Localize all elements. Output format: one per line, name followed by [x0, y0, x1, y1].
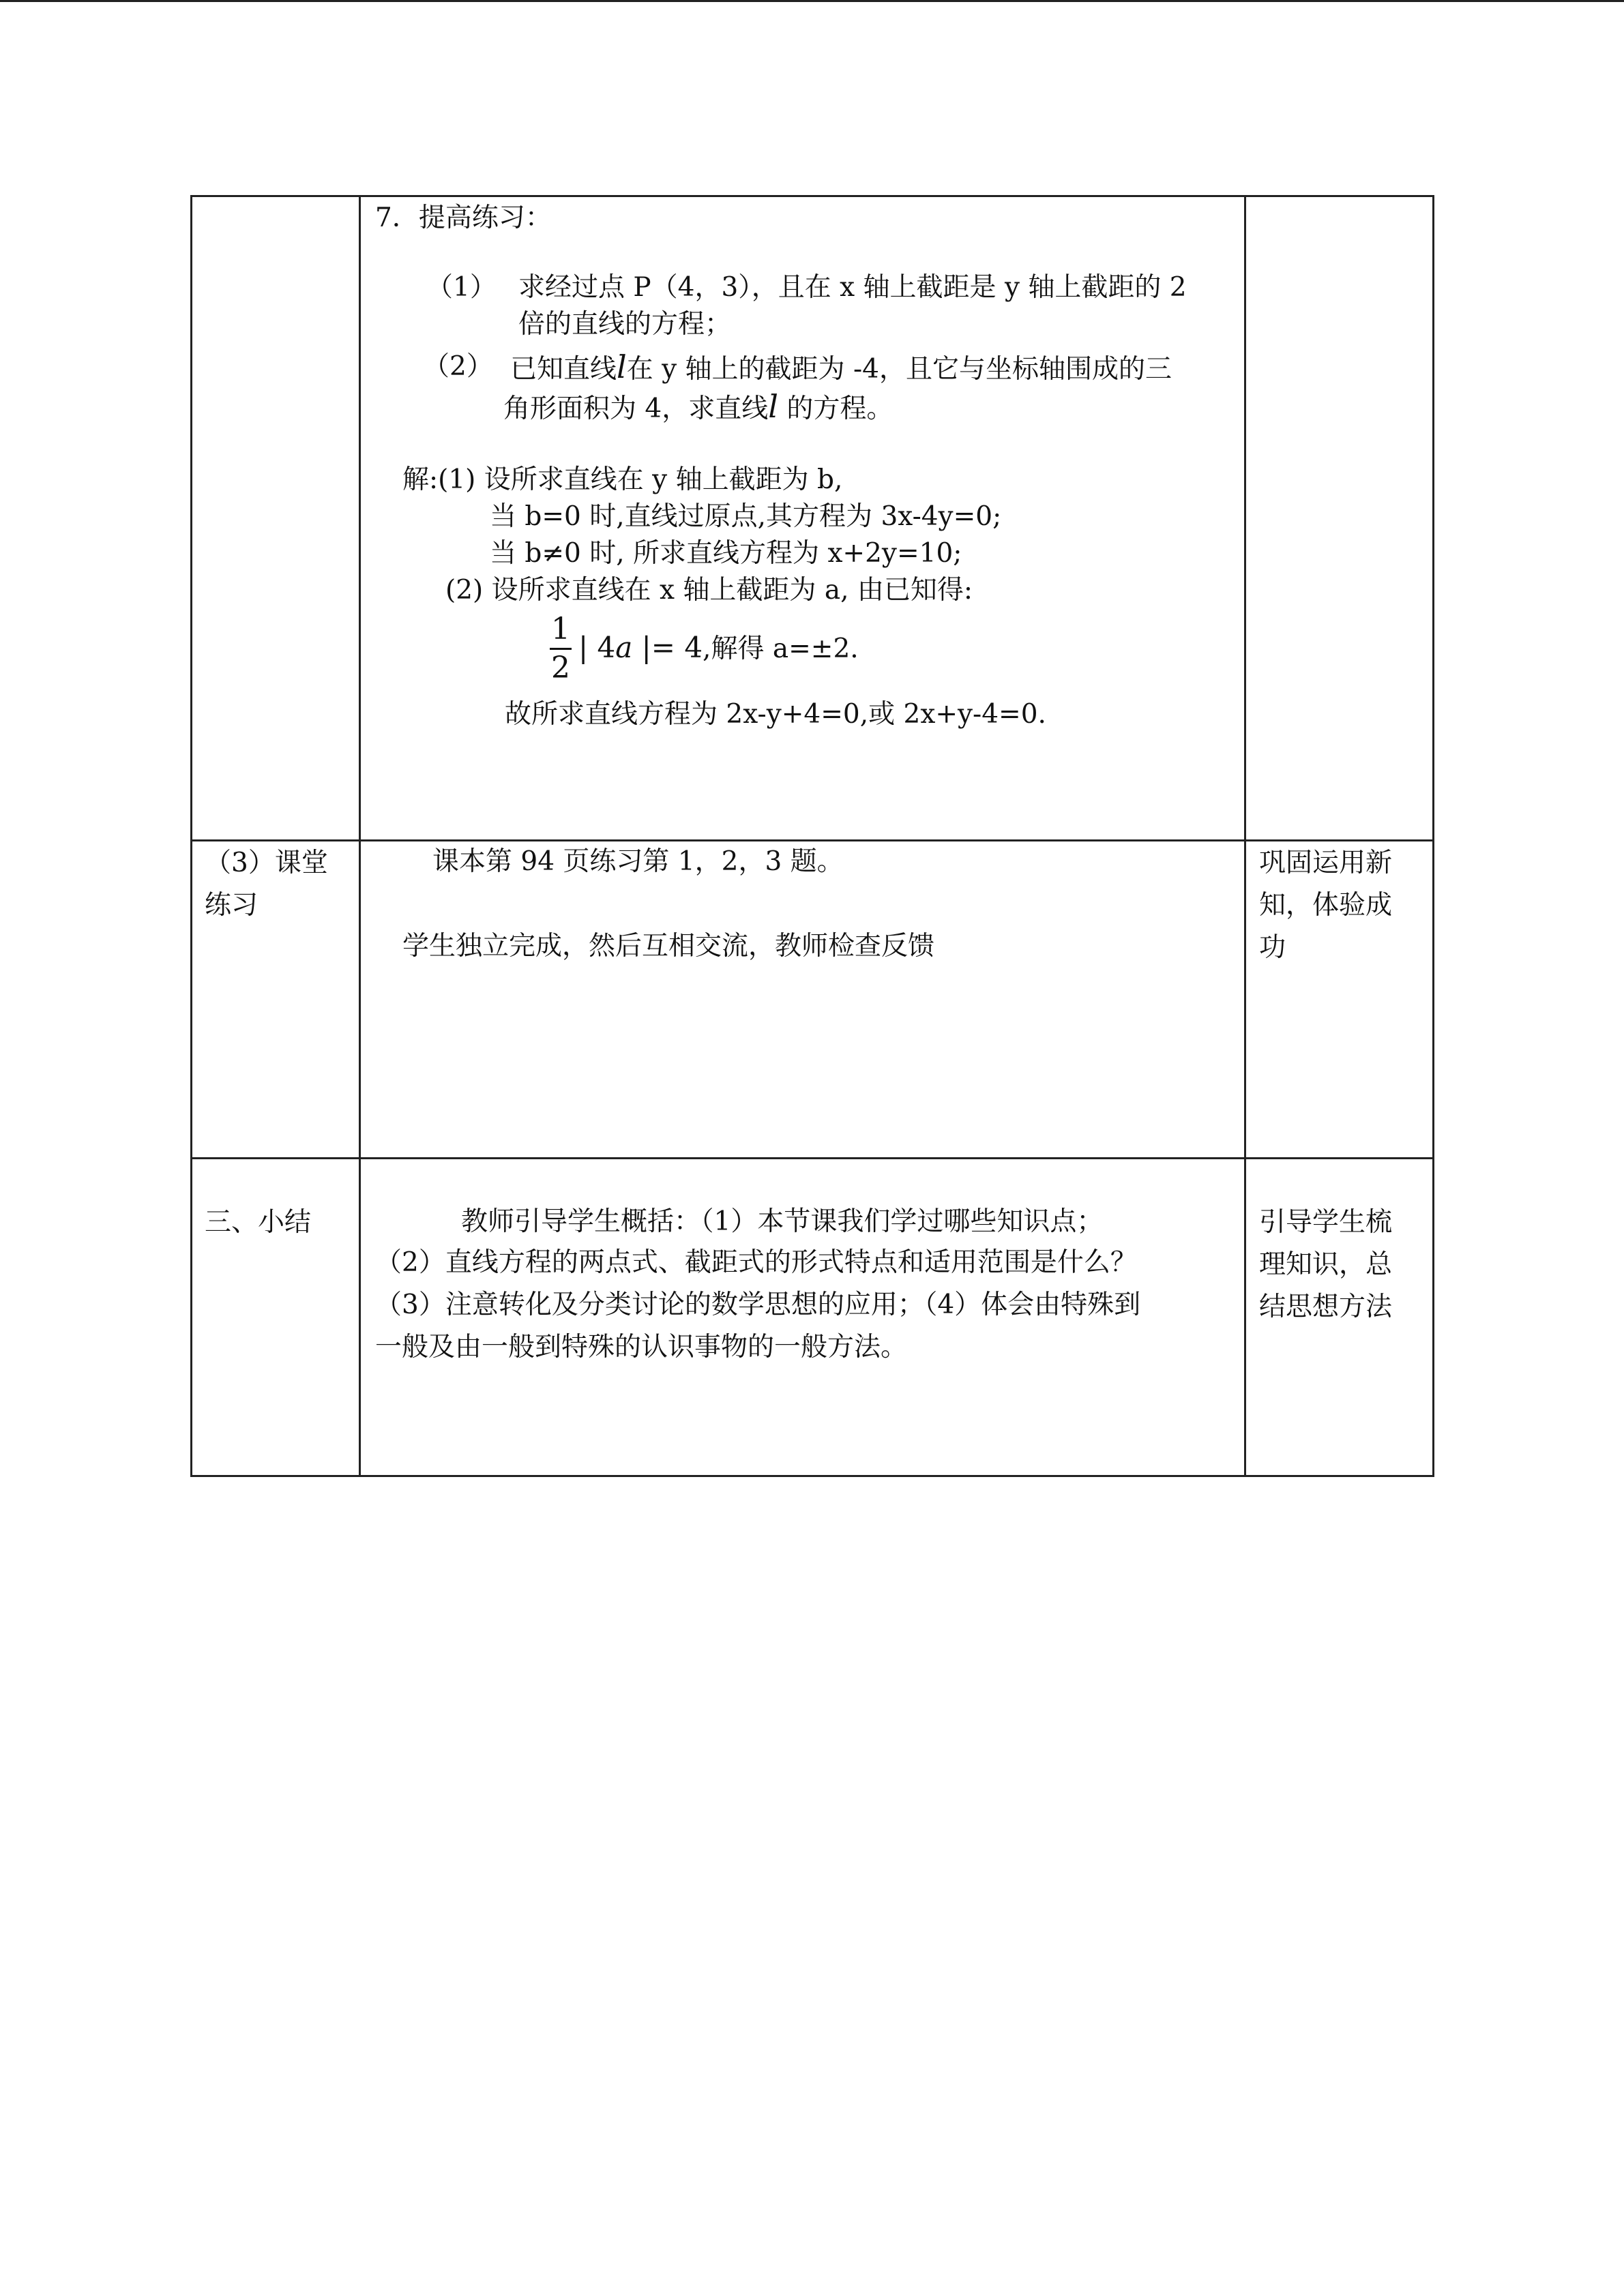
solution-line-2: 当 b=0 时,直线过原点,其方程为 3x-4y=0; — [490, 501, 1002, 532]
summary-line-2: （2）直线方程的两点式、截距式的形式特点和适用范围是什么？ — [375, 1247, 1137, 1278]
summary-line-3: （3）注意转化及分类讨论的数学思想的应用；（4）体会由特殊到 — [375, 1289, 1141, 1320]
line-l-symbol: l — [617, 348, 627, 385]
question-1-line-1: 求经过点 P（4，3），且在 x 轴上截距是 y 轴上截距的 2 — [518, 272, 1187, 303]
line-l-symbol: l — [768, 388, 778, 425]
equation-variable: a — [615, 631, 633, 664]
exercise-heading: 7．提高练习： — [375, 203, 552, 233]
summary-line-1: 教师引导学生概括：（1）本节课我们学过哪些知识点； — [461, 1206, 1104, 1237]
question-2-line-2 — [503, 389, 893, 427]
row-label-summary: 三、小结 — [205, 1207, 312, 1238]
question-2-text-d: 的方程。 — [778, 393, 894, 424]
solution-line-3: 当 b≠0 时, 所求直线方程为 x+2y=10; — [490, 538, 962, 569]
summary-line-4: 一般及由一般到特殊的认识事物的一般方法。 — [375, 1332, 908, 1362]
equation-result: ,解得 a=±2. — [703, 633, 859, 664]
table-border-left — [190, 195, 192, 1477]
row-divider-2 — [190, 1157, 1434, 1159]
practice-line-1: 课本第 94 页练习第 1，2，3 题。 — [432, 846, 844, 877]
solution-conclusion: 故所求直线方程为 2x-y+4=0,或 2x+y-4=0. — [505, 699, 1046, 730]
table-border-bottom — [190, 1475, 1434, 1477]
column-divider-2 — [1244, 195, 1246, 1477]
row-label-practice: （3）课堂练习 — [205, 848, 328, 921]
table-border-right — [1432, 195, 1434, 1477]
table-border-top — [190, 195, 1434, 197]
equation-line — [578, 630, 859, 667]
column-divider-1 — [359, 195, 361, 1477]
question-1-line-2: 倍的直线的方程； — [518, 309, 732, 340]
solution-line-1: 解:(1) 设所求直线在 y 轴上截距为 b, — [402, 464, 843, 495]
question-2-text-c: 角形面积为 4，求直线 — [503, 393, 769, 424]
fraction-bar — [550, 648, 572, 650]
question-2-text-a: 已知直线 — [510, 354, 617, 385]
fraction-numerator: 1 — [551, 612, 570, 646]
equation-abs-open: | 4 — [578, 631, 616, 664]
row-divider-1 — [190, 839, 1434, 841]
row-note-practice: 巩固运用新知，体验成功 — [1259, 848, 1393, 963]
row-note-summary: 引导学生梳理知识，总结思想方法 — [1259, 1207, 1393, 1322]
practice-line-2: 学生独立完成，然后互相交流，教师检查反馈 — [402, 931, 935, 961]
question-2-line-1 — [510, 349, 1172, 387]
fraction-one-half — [550, 612, 572, 685]
question-1-number: （1） — [426, 272, 497, 303]
question-2-number: （2） — [423, 351, 493, 382]
solution-line-4: (2) 设所求直线在 x 轴上截距为 a, 由已知得: — [445, 575, 973, 606]
equation-rest: |= 4 — [632, 631, 703, 664]
question-2-text-b: 在 y 轴上的截距为 -4，且它与坐标轴围成的三 — [626, 354, 1172, 385]
fraction-denominator: 2 — [551, 651, 570, 685]
